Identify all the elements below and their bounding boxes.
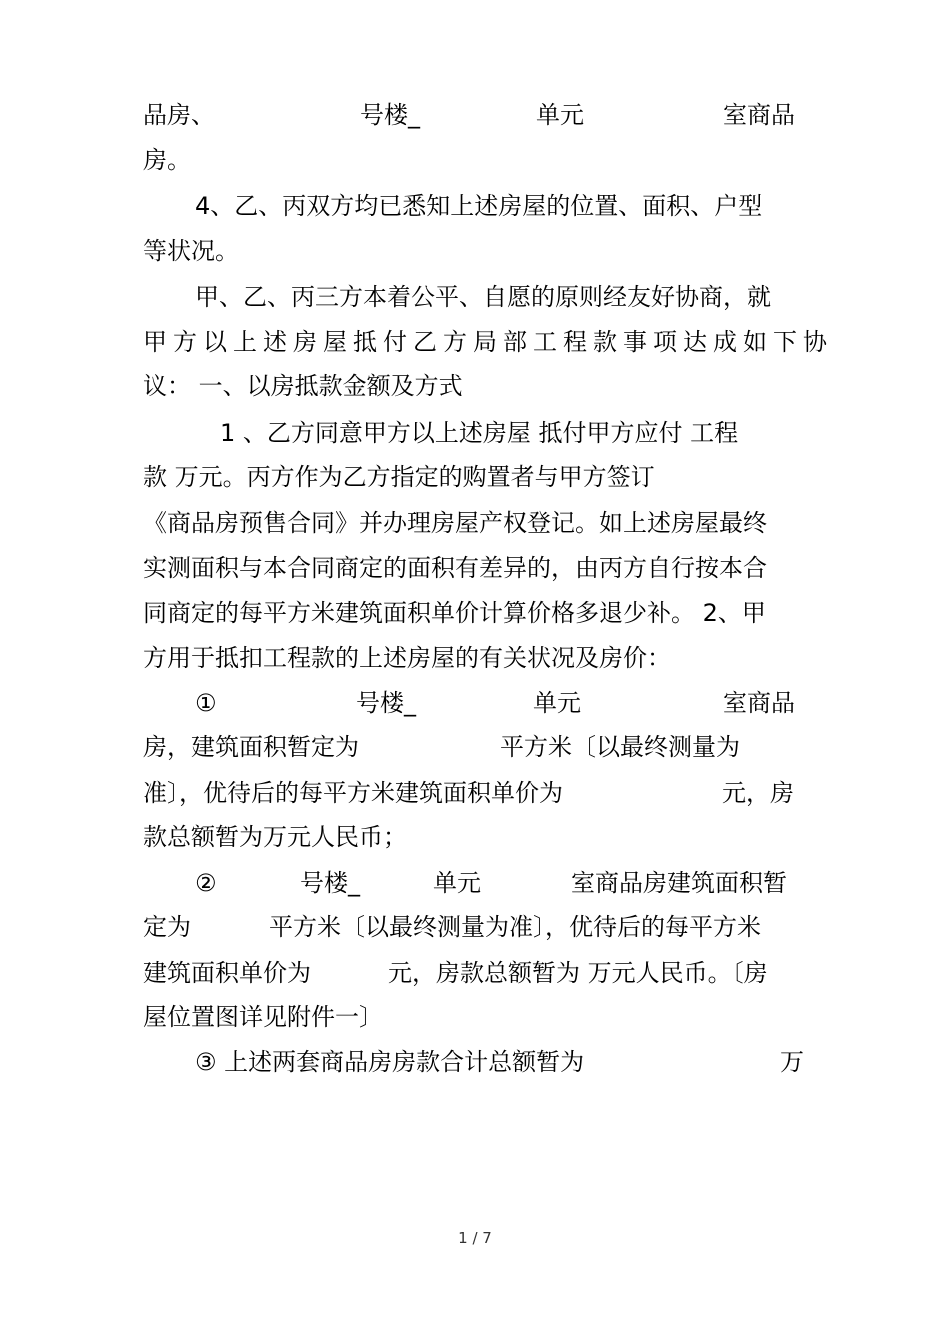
text-line-5: 甲、乙、丙三方本着公平、自愿的原则经友好协商，就	[195, 283, 771, 311]
text-line-14-part-b: 号楼_	[356, 689, 416, 717]
text-line-2: 房。	[143, 146, 191, 174]
text-line-21: 屋位置图详见附件一〕	[143, 1003, 383, 1031]
text-line-18-part-d: 室商品房建筑面积暂	[571, 869, 787, 897]
text-line-12: 同商定的每平方米建筑面积单价计算价格多退少补。 2、甲	[143, 599, 766, 627]
text-line-17: 款总额暂为万元人民币；	[143, 823, 407, 851]
text-line-15-part-b: 平方米〔以最终测量为	[500, 733, 740, 761]
text-line-18-part-b: 号楼_	[300, 869, 360, 897]
text-line-10: 《商品房预售合同》并办理房屋产权登记。如上述房屋最终	[143, 509, 767, 537]
text-line-19-part-a: 定为	[143, 913, 191, 941]
text-line-19-part-b: 平方米〔以最终测量为准〕，优待后的每平方米	[269, 913, 761, 941]
text-line-18-part-a: ②	[195, 869, 217, 897]
text-line-4: 等状况。	[143, 237, 239, 265]
text-line-18-part-c: 单元	[433, 869, 481, 897]
text-line-11: 实测面积与本合同商定的面积有差异的，由丙方自行按本合	[143, 554, 767, 582]
text-line-22-part-a: ③ 上述两套商品房房款合计总额暂为	[195, 1048, 585, 1076]
text-line-9: 款 万元。丙方作为乙方指定的购置者与甲方签订	[143, 463, 655, 491]
text-line-16-part-b: 元，房	[722, 779, 794, 807]
text-line-16-part-a: 准〕，优待后的每平方米建筑面积单价为	[143, 779, 563, 807]
text-line-15-part-a: 房，建筑面积暂定为	[143, 733, 359, 761]
text-line-1-part-a: 品房、	[143, 101, 215, 129]
text-line-1-part-b: 号楼_	[360, 101, 420, 129]
text-line-14-part-c: 单元	[533, 689, 581, 717]
text-line-20-part-a: 建筑面积单价为	[143, 959, 311, 987]
text-line-22-part-b: 万	[780, 1048, 804, 1076]
text-line-6: 甲方以上述房屋抵付乙方局部工程款事项达成如下协	[143, 328, 833, 356]
text-line-7: 议： 一、以房抵款金额及方式	[143, 372, 463, 400]
text-line-1-part-d: 室商品	[723, 101, 795, 129]
text-line-20-part-b: 元，房款总额暂为 万元人民币。〔房	[388, 959, 768, 987]
text-line-3: 4、乙、丙双方均已悉知上述房屋的位置、面积、户型	[195, 192, 763, 220]
text-line-8: 1 、乙方同意甲方以上述房屋 抵付甲方应付 工程	[220, 419, 739, 447]
page-number: 1 / 7	[458, 1229, 492, 1247]
text-line-14-part-a: ①	[195, 689, 217, 717]
text-line-13: 方用于抵扣工程款的上述房屋的有关状况及房价：	[143, 644, 671, 672]
text-line-1-part-c: 单元	[536, 101, 584, 129]
text-line-14-part-d: 室商品	[723, 689, 795, 717]
